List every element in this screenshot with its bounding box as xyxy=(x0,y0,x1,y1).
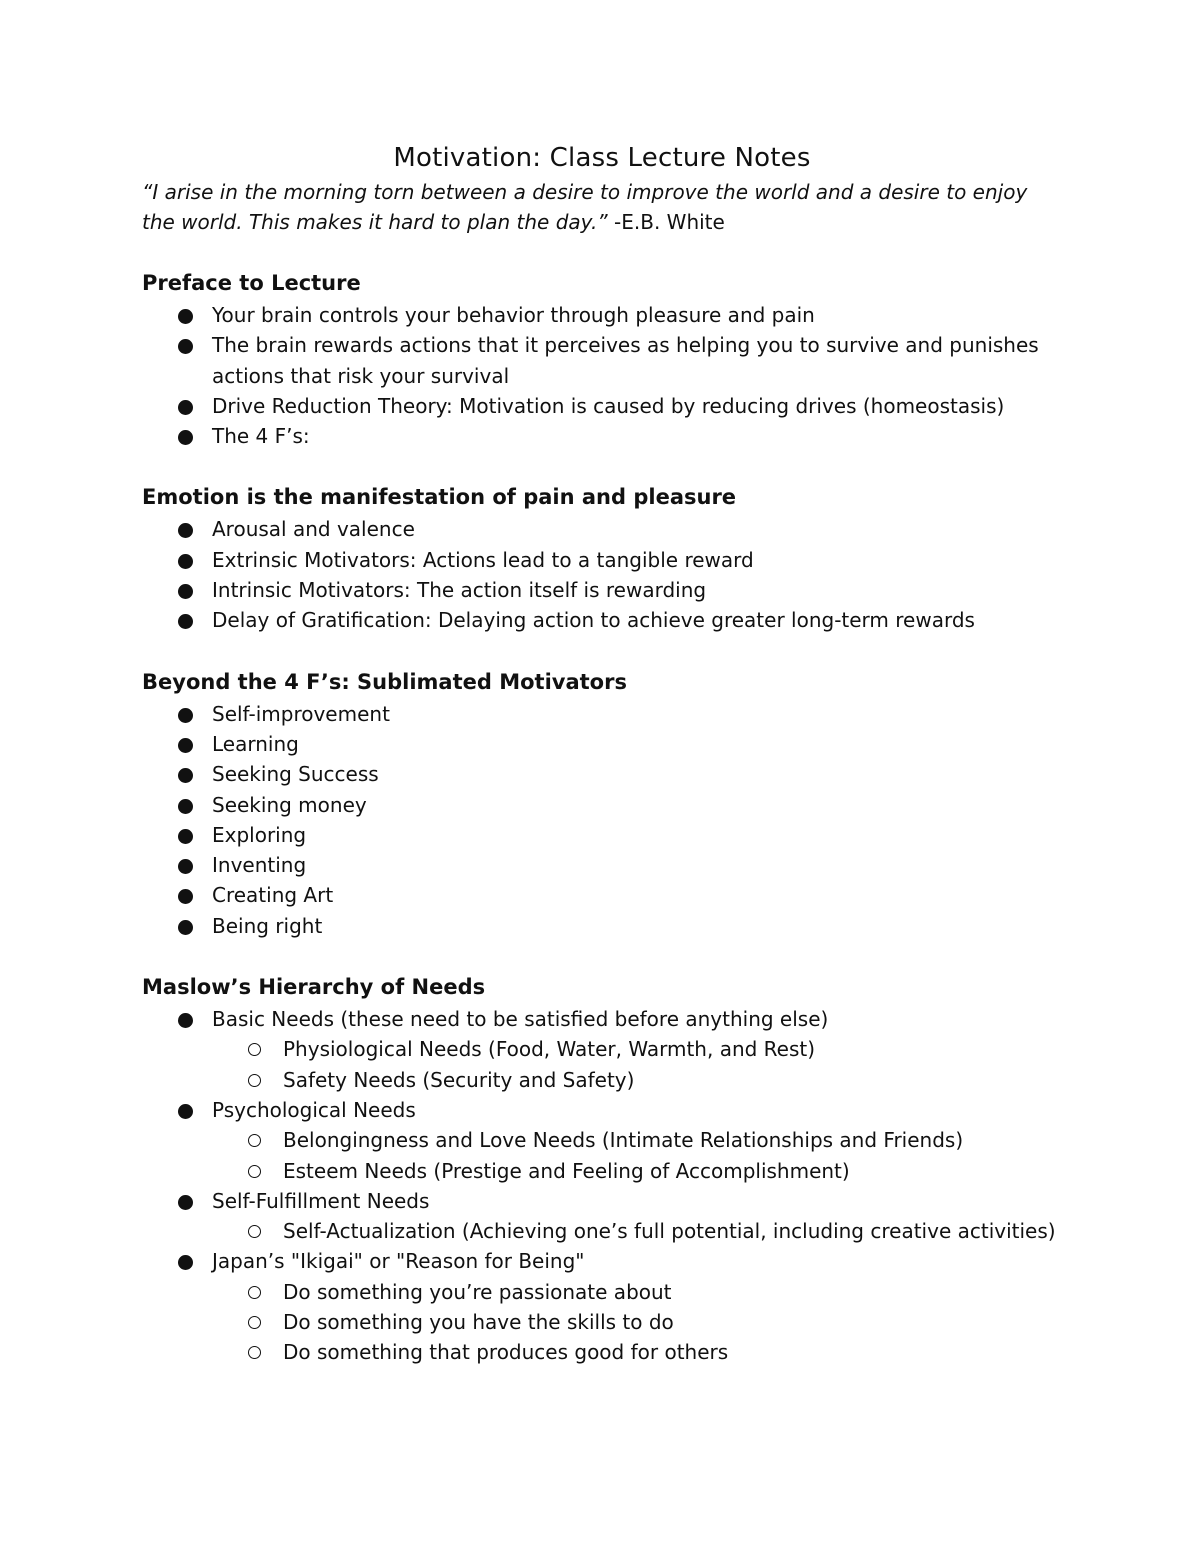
hollow-bullet-icon xyxy=(248,1043,261,1056)
filled-bullet-icon xyxy=(178,339,193,354)
filled-bullet-icon xyxy=(178,829,193,844)
hollow-bullet-icon xyxy=(248,1165,261,1178)
filled-bullet-icon xyxy=(178,1195,193,1210)
filled-bullet-icon xyxy=(178,1104,193,1119)
sub-bullet-list xyxy=(212,1034,1062,1095)
section-sublimated-motivators xyxy=(142,667,1062,941)
bullet-list xyxy=(142,699,1062,941)
hollow-bullet-icon xyxy=(248,1346,261,1359)
sub-bullet-list xyxy=(212,1277,1062,1368)
filled-bullet-icon xyxy=(178,799,193,814)
list-item: Japan’s "Ikigai" or "Reason for Being" Do something you’re passionate about Do something you have the skills to do Do something that produces good for others xyxy=(142,1246,1062,1367)
hollow-bullet-icon xyxy=(248,1316,261,1329)
list-item: Basic Needs (these need to be satisfied before anything else) Physiological Needs (Food, Water, Warmth, and Rest) Safety Needs (Security and Safety) xyxy=(142,1004,1062,1095)
sub-list-item: Do something you have the skills to do xyxy=(212,1307,1062,1337)
filled-bullet-icon xyxy=(178,738,193,753)
bullet-list xyxy=(142,514,1062,635)
list-item: The brain rewards actions that it perceives as helping you to survive and punishes actions that risk your survival xyxy=(142,330,1062,391)
list-item: Your brain controls your behavior through pleasure and pain xyxy=(142,300,1062,330)
section-maslow-hierarchy xyxy=(142,972,1062,1368)
document-page xyxy=(142,140,1062,1368)
list-item: Drive Reduction Theory: Motivation is caused by reducing drives (homeostasis) xyxy=(142,391,1062,421)
sub-bullet-list xyxy=(212,1216,1062,1246)
sub-list-item: Do something you’re passionate about xyxy=(212,1277,1062,1307)
list-item: Exploring xyxy=(142,820,1062,850)
sub-list-item: Esteem Needs (Prestige and Feeling of Accomplishment) xyxy=(212,1156,1062,1186)
section-emotion xyxy=(142,482,1062,635)
filled-bullet-icon xyxy=(178,859,193,874)
section-heading: Emotion is the manifestation of pain and pleasure xyxy=(142,485,737,510)
list-item: Extrinsic Motivators: Actions lead to a tangible reward xyxy=(142,545,1062,575)
list-item: Arousal and valence xyxy=(142,514,1062,544)
filled-bullet-icon xyxy=(178,309,193,324)
filled-bullet-icon xyxy=(178,1013,193,1028)
list-item: Delay of Gratification: Delaying action to achieve greater long-term rewards xyxy=(142,605,1062,635)
filled-bullet-icon xyxy=(178,584,193,599)
sub-bullet-list xyxy=(212,1125,1062,1186)
filled-bullet-icon xyxy=(178,920,193,935)
sub-list-item: Physiological Needs (Food, Water, Warmth, and Rest) xyxy=(212,1034,1062,1064)
list-item: Intrinsic Motivators: The action itself is rewarding xyxy=(142,575,1062,605)
sub-list-item: Safety Needs (Security and Safety) xyxy=(212,1065,1062,1095)
bullet-list xyxy=(142,1004,1062,1368)
sub-list-item: Do something that produces good for others xyxy=(212,1337,1062,1367)
filled-bullet-icon xyxy=(178,430,193,445)
list-item: Learning xyxy=(142,729,1062,759)
bullet-list xyxy=(142,300,1062,451)
quote-attribution: -E.B. White xyxy=(607,210,725,234)
section-heading: Preface to Lecture xyxy=(142,271,361,295)
hollow-bullet-icon xyxy=(248,1134,261,1147)
hollow-bullet-icon xyxy=(248,1225,261,1238)
list-item: Inventing xyxy=(142,850,1062,880)
document-title: Motivation: Class Lecture Notes xyxy=(393,143,811,173)
filled-bullet-icon xyxy=(178,400,193,415)
filled-bullet-icon xyxy=(178,554,193,569)
section-heading: Beyond the 4 F’s: Sublimated Motivators xyxy=(142,669,627,694)
section-preface xyxy=(142,268,1062,451)
hollow-bullet-icon xyxy=(248,1074,261,1087)
list-item: Self-improvement xyxy=(142,699,1062,729)
list-item: Creating Art xyxy=(142,880,1062,910)
filled-bullet-icon xyxy=(178,1255,193,1270)
sub-list-item: Belongingness and Love Needs (Intimate Relationships and Friends) xyxy=(212,1125,1062,1155)
list-item: Seeking Success xyxy=(142,759,1062,789)
section-heading: Maslow’s Hierarchy of Needs xyxy=(142,975,486,1000)
filled-bullet-icon xyxy=(178,889,193,904)
list-item: Self-Fulfillment Needs Self-Actualization (Achieving one’s full potential, including creative activities) xyxy=(142,1186,1062,1247)
list-item: The 4 F’s: xyxy=(142,421,1062,451)
list-item: Psychological Needs Belongingness and Love Needs (Intimate Relationships and Friends) Esteem Needs (Prestige and Feeling of Accomplishment) xyxy=(142,1095,1062,1186)
filled-bullet-icon xyxy=(178,708,193,723)
epigraph-quote xyxy=(142,177,1062,237)
sub-list-item: Self-Actualization (Achieving one’s full potential, including creative activities) xyxy=(212,1216,1062,1246)
filled-bullet-icon xyxy=(178,768,193,783)
list-item: Being right xyxy=(142,911,1062,941)
filled-bullet-icon xyxy=(178,523,193,538)
quote-text: “I arise in the morning torn between a desire to improve the world and a desire to enjoy the world. This makes it hard to plan the day.” xyxy=(142,180,1028,234)
hollow-bullet-icon xyxy=(248,1286,261,1299)
filled-bullet-icon xyxy=(178,614,193,629)
list-item: Seeking money xyxy=(142,790,1062,820)
